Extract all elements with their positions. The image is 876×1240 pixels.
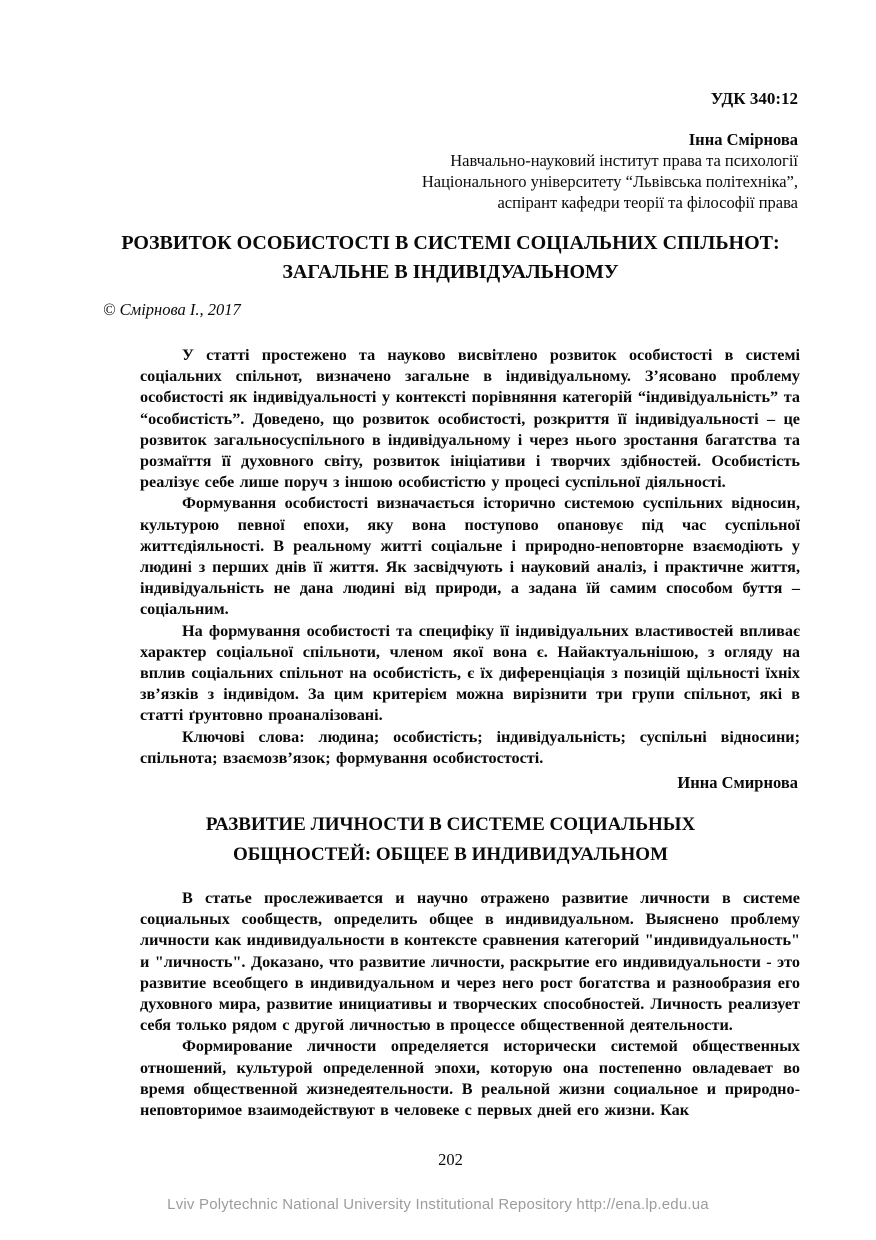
affiliation-line: Національного університету “Львівська політехніка”, [421,172,798,191]
keywords-paragraph: Ключові слова: людина; особистість; індивідуальність; суспільні відносини; спільнота; взаємозв’язок; формування особистостості. [140,727,800,767]
abstract-paragraph: В статье прослеживается и научно отражено развитие личности в системе социальных сообществ, определить общее в индивидуальном. Выяснено проблему личности как индивидуальности в контексте сравнения категорий "индивидуальность" и "личность". Доказано, что развитие личности, раскрытие его индивидуальности - это развитие всеобщего в индивидуальном и через него рост богатства и разнообразия его духовного мира, развитие инициативы и творческих способностей. Личность реализует себя только рядом с другой личностью в процессе общественной деятельности. [140,889,800,1035]
title-line: РОЗВИТОК ОСОБИСТОСТІ В СИСТЕМІ СОЦІАЛЬНИХ СПІЛЬНОТ: [121,232,780,254]
abstract-ru [140,888,800,1121]
author-block [103,129,798,213]
author-name-uk: Інна Смірнова [688,130,798,149]
copyright-note: © Смірнова І., 2017 [103,300,241,319]
title-line: РАЗВИТИЕ ЛИЧНОСТИ В СИСТЕМЕ СОЦИАЛЬНЫХ [205,814,696,836]
title-line: ЗАГАЛЬНЕ В ІНДИВІДУАЛЬНОМУ [282,261,619,283]
abstract-paragraph: У статті простежено та науково висвітлено розвиток особистості в системі соціальних спільнот, визначено загальне в індивідуальному. З’ясовано проблему особистості як індивідуальності у контексті порівняння категорій “індивідуальність” та “особистість”. Доведено, що розвиток особистості, розкриття її індивідуальності – це розвиток загальносуспільного в індивідуальному і через нього зростання багатства та розмаїття її духовного світу, розвиток ініціативи і творчих здібностей. Особистість реалізує себе лише поруч з іншою особистістю у процесі суспільної діяльності. [140,346,800,492]
abstract-paragraph: Формирование личности определяется исторически системой общественных отношений, культурой определенной эпохи, которую она постепенно овладевает во время общественной жизнедеятельности. В реальной жизни социальное и природно-неповторимое взаимодействуют в человеке с первых дней его жизни. Как [140,1037,800,1120]
page-number: 202 [438,1150,463,1169]
article-title-ru [103,810,798,870]
affiliation-line: аспірант кафедри теорії та філософії права [497,193,798,212]
author-name-ru: Инна Смирнова [677,773,798,793]
abstract-paragraph: Формування особистості визначається історично системою суспільних відносин, культурою певної епохи, яку вона поступово опановує під час суспільної життєдіяльності. В реальному житті соціальне і природно-неповторне взаємодіють у людині з перших днів її життя. Як засвідчують і науковий аналіз, і практичне життя, індивідуальність не дана людині від природи, а задана їй самим способом буття – соціальним. [140,494,800,619]
article-title-uk [103,229,798,287]
abstract-uk [140,345,800,769]
affiliation-line: Навчально-науковий інститут права та психології [450,151,798,170]
abstract-paragraph: На формування особистості та специфіку її індивідуальних властивостей впливає характер соціальної спільноти, членом якої вона є. Найактуальнішою, з огляду на вплив соціальних спільнот на особистість, є їх диференціація з позицій щільності їхніх зв’язків з індивідом. За цим критерієм можна вирізнити три групи спільнот, які в статті ґрунтовно проаналізовані. [140,621,800,725]
udc-label: УДК 340:12 [710,89,798,108]
title-line: ОБЩНОСТЕЙ: ОБЩЕЕ В ИНДИВИДУАЛЬНОМ [232,844,669,866]
repository-footer: Lviv Polytechnic National University Institutional Repository http://ena.lp.edu.ua [167,1196,709,1213]
